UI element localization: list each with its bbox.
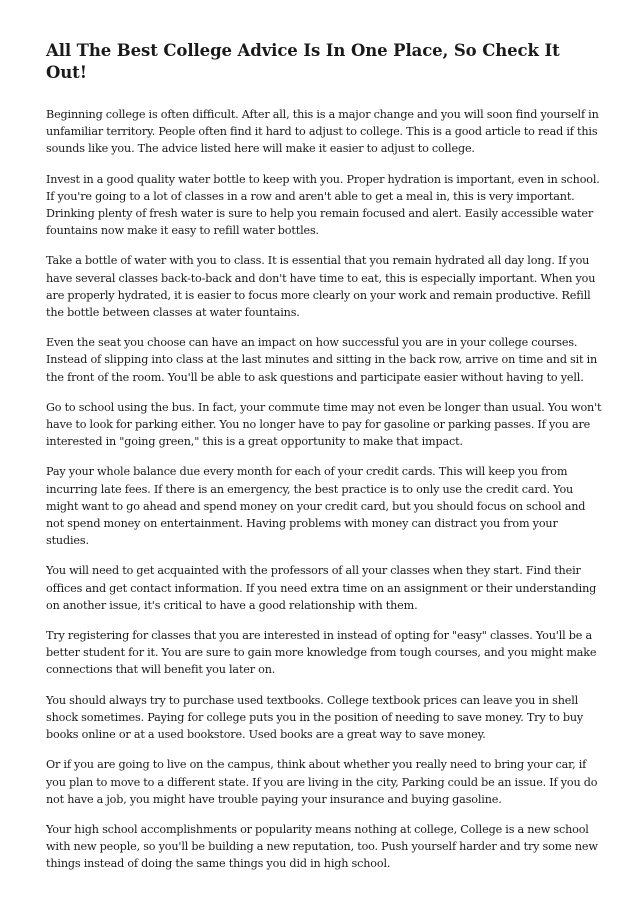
- paragraph-bus: Go to school using the bus. In fact, your commute time may not even be longer than usual. You won't have to look for parking either. You no longer have to pay for gasoline or parking passes. If you are interested in "going green," this is a great opportunity to make that impact.: [46, 400, 602, 449]
- document-title: All The Best College Advice Is In One Place, So Check It Out!: [46, 41, 560, 82]
- paragraph-credit-cards: Pay your whole balance due every month for each of your credit cards. This will keep you from incurring late fees. If there is an emergency, the best practice is to only use the credit card. You might want to go ahead and spend money on your credit card, but you should focus on school and not spend money on entertainment. Having problems with money can distract you from your studies.: [46, 465, 586, 548]
- paragraph-car: Or if you are going to live on the campus, think about whether you really need to bring your car, if you plan to move to a different state. If you are living in the city, Parking could be an issue. If you do not have a job, you might have trouble paying your insurance and buying gasoline.: [46, 758, 598, 806]
- document-page: [46, 40, 602, 886]
- paragraph-professors: You will need to get acquainted with the professors of all your classes when they start. Find their offices and get contact information. If you need extra time on an assignment or their understanding on another issue, it's critical to have a good relationship with them.: [46, 564, 597, 612]
- paragraph-classes: Try registering for classes that you are interested in instead of opting for "easy" classes. You'll be a better student for it. You are sure to gain more knowledge from tough courses, and you might make connections that will benefit you later on.: [46, 629, 597, 677]
- paragraph-textbooks: You should always try to purchase used textbooks. College textbook prices can leave you in shell shock sometimes. Paying for college puts you in the position of needing to save money. Try to buy books online or at a used bookstore. Used books are a great way to save money.: [46, 693, 584, 742]
- paragraph-reputation: Your high school accomplishments or popularity means nothing at college, College is a new school with new people, so you'll be building a new reputation, too. Push yourself harder and try some new things instead of doing the same things you did in high school.: [46, 822, 598, 871]
- paragraph-intro: Beginning college is often difficult. After all, this is a major change and you will soon find yourself in unfamiliar territory. People often find it hard to adjust to college. This is a good article to read if this sounds like you. The advice listed here will make it easier to adjust to college.: [46, 108, 599, 156]
- paragraph-seat: Even the seat you choose can have an impact on how successful you are in your college courses. Instead of slipping into class at the last minutes and sitting in the back row, arrive on time and sit in the front of the room. You'll be able to ask questions and participate easier without having to yell.: [46, 336, 598, 384]
- paragraph-hydration: Take a bottle of water with you to class. It is essential that you remain hydrated all day long. If you have several classes back-to-back and don't have time to eat, this is especially important. When you are properly hydrated, it is easier to focus more clearly on your work and remain productive. Refill the bottle between classes at water fountains.: [46, 254, 596, 320]
- paragraph-water-bottle: Invest in a good quality water bottle to keep with you. Proper hydration is important, even in school. If you're going to a lot of classes in a row and aren't able to get a meal in, this is very important. Drinking plenty of fresh water is sure to help you remain focused and alert. Easily accessible water fountains now make it easy to refill water bottles.: [46, 172, 600, 238]
